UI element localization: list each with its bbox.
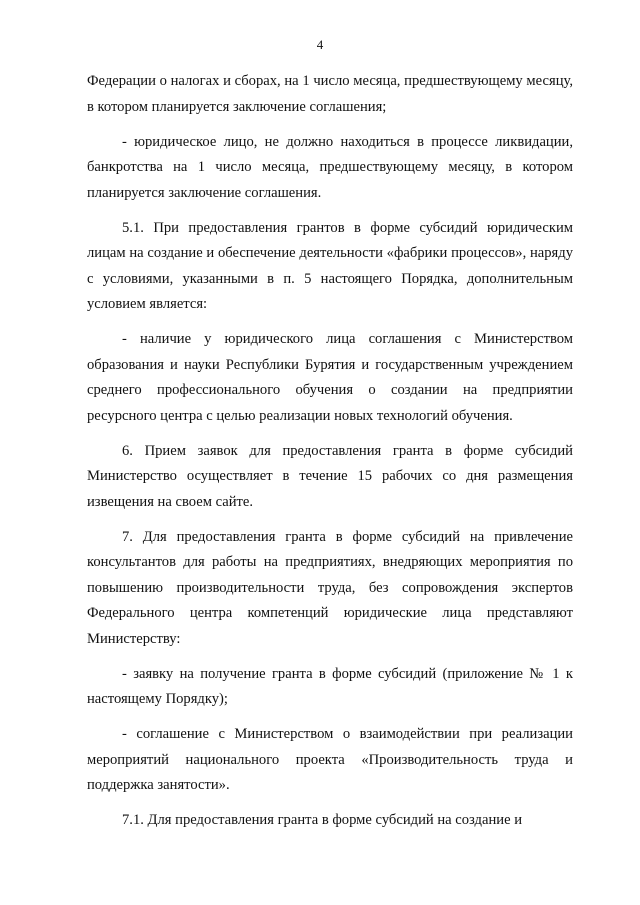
document-body	[87, 69, 573, 843]
paragraph-application: - заявку на получение гранта в форме субсидий (приложение № 1 к настоящему Порядку);	[87, 665, 573, 707]
paragraph-continuation: Федерации о налогах и сборах, на 1 число месяца, предшествующему месяцу, в котором планируется заключение соглашения;	[87, 73, 573, 115]
paragraph-7-1: 7.1. Для предоставления гранта в форме субсидий на создание и	[122, 812, 523, 828]
paragraph-agreement: - соглашение с Министерством о взаимодействии при реализации мероприятий национального проекта «Производительность труда и поддержка занятости».	[87, 726, 573, 793]
paragraph-resource-center: - наличие у юридического лица соглашения с Министерством образования и науки Республики Бурятия и государственным учреждением среднего профессионального обучения о создании на предприятии ресурсного центра с целью реализации новых технологий обучения.	[87, 331, 573, 424]
paragraph-6: 6. Прием заявок для предоставления гранта в форме субсидий Министерство осуществляет в течение 15 рабочих со дня размещения извещения на своем сайте.	[87, 442, 573, 510]
page-number: 4	[316, 37, 324, 52]
paragraph-not-in-liquidation: - юридическое лицо, не должно находиться в процессе ликвидации, банкротства на 1 число месяца, предшествующему месяцу, в котором планируется заключение соглашения.	[87, 133, 573, 201]
paragraph-7: 7. Для предоставления гранта в форме субсидий на привлечение консультантов для работы на предприятиях, внедряющих мероприятия по повышению производительности труда, без сопровождения экспертов Федерального центра компетенций юридические лица представляют Министерству:	[87, 528, 573, 647]
paragraph-5-1: 5.1. При предоставления грантов в форме субсидий юридическим лицам на создание и обеспечение деятельности «фабрики процессов», наряду с условиями, указанными в п. 5 настоящего Порядка, дополнительным условием является:	[87, 219, 573, 312]
